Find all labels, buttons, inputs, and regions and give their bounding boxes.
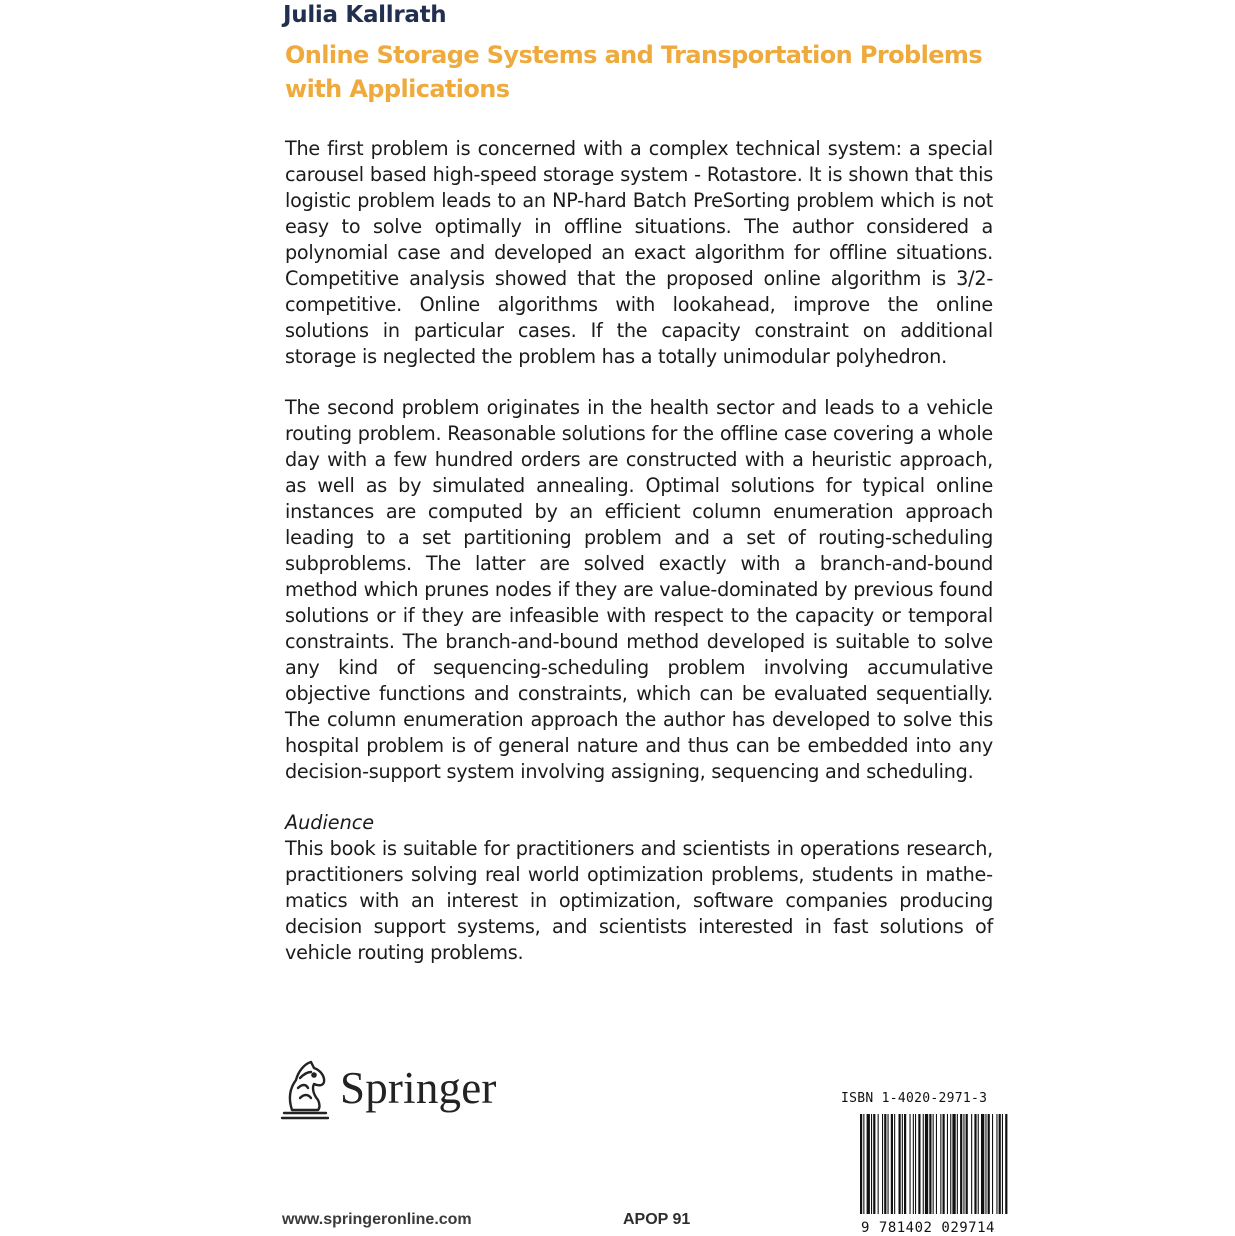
audience-heading: Audience	[285, 811, 375, 834]
barcode-bar	[902, 1114, 903, 1214]
barcode-bar	[882, 1114, 883, 1214]
barcode-bar	[940, 1114, 941, 1214]
barcode-bar	[913, 1114, 914, 1214]
barcode-bar	[894, 1114, 895, 1214]
barcode-bar	[933, 1114, 934, 1214]
audience-paragraph: This book is suitable for practitioners and scientists in operations research, practitioners solving real world optimization problems, students in mathematics with an interest in optimization, software companies producing decision support systems, and scientists interested in fast solutions of vehicle routing problems.	[285, 837, 993, 964]
barcode-bar	[974, 1114, 976, 1214]
barcode-bar	[1002, 1114, 1003, 1214]
series-code: APOP 91	[623, 1211, 691, 1228]
barcode-bar	[923, 1114, 924, 1214]
isbn-label: ISBN 1-4020-2971-3	[841, 1091, 988, 1106]
barcode-bar	[981, 1114, 984, 1214]
barcode-bar	[960, 1114, 962, 1214]
barcode-bar	[904, 1114, 906, 1214]
barcode-bar	[925, 1114, 928, 1214]
barcode-bar	[963, 1114, 964, 1214]
barcode-bar	[863, 1114, 864, 1214]
publisher-name: Springer	[340, 1063, 497, 1113]
barcode-bar	[878, 1114, 879, 1214]
barcode-bar	[1005, 1114, 1007, 1214]
barcode-bar	[867, 1114, 870, 1214]
barcode-bar	[910, 1114, 911, 1214]
springer-knight-icon	[278, 1058, 332, 1120]
barcode-bar	[978, 1114, 979, 1214]
barcode-bar	[952, 1114, 955, 1214]
barcode-bar	[996, 1114, 997, 1214]
publisher-logo	[278, 1058, 518, 1124]
barcode-bar	[918, 1114, 920, 1214]
barcode-bar	[929, 1114, 931, 1214]
barcode-bar	[957, 1114, 958, 1214]
barcode	[848, 1112, 1008, 1236]
barcode-bar	[873, 1114, 875, 1214]
book-title-line-1: Online Storage Systems and Transportation Problems	[285, 41, 983, 69]
barcode-bar	[915, 1114, 916, 1214]
publisher-url: www.springeronline.com	[282, 1211, 472, 1228]
book-title-line-2: with Applications	[285, 75, 510, 103]
barcode-bar	[899, 1114, 901, 1214]
barcode-bar	[950, 1114, 951, 1214]
barcode-bar	[891, 1114, 893, 1214]
book-title	[285, 38, 1005, 106]
barcode-bar	[988, 1114, 990, 1214]
barcode-bar	[999, 1114, 1001, 1214]
barcode-bar	[871, 1114, 872, 1214]
barcode-bar	[971, 1114, 972, 1214]
barcode-bar	[884, 1114, 886, 1214]
description-paragraph-2: The second problem originates in the health sector and leads to a vehicle routing problem. Reasonable solutions for the offline case covering a whole day with a few hundred orders are constructed with a heuristic approach, as well as by simulated annealing. Optimal solutions for typical online instances are computed by an efficient column enumeration approach leading to a set partitioning problem and a set of routing-scheduling subproblems. The latter are solved exactly with a branch-and-bound method which prunes nodes if they are value-dominated by previous found solutions or if they are infeasible with respect to the capacity or temporal constraints. The branch-and-bound method developed is suitable to solve any kind of sequencing-scheduling problem involving accumulative objective functions and constraints, which can be evaluated sequentially. The column enumeration approach the author has developed to solve this hospital problem is of general nature and thus can be embedded into any decision-support system involving assigning, sequencing and scheduling.	[285, 396, 993, 783]
barcode-bar	[943, 1114, 945, 1214]
description-paragraph-1: The first problem is concerned with a complex technical system: a special carousel based high-speed storage system - Rotastore. It is shown that this logistic problem leads to an NP-hard Batch PreSorting problem which is not easy to solve optimally in offline situations. The author considered a polynomial case and developed an exact algorithm for offline situations. Competitive analysis showed that the proposed online algorithm is 3/2-competitive. Online algorithms with lookahead, improve the online solutions in particular cases. If the capacity constraint on additional storage is neglected the problem has a totally unimodular polyhedron.	[285, 137, 993, 368]
barcode-bar	[966, 1114, 968, 1214]
author-name: Julia Kallrath	[283, 2, 447, 28]
barcode-bar	[888, 1114, 889, 1214]
barcode-bar	[985, 1114, 986, 1214]
barcode-bar	[936, 1114, 937, 1214]
barcode-bar	[860, 1114, 862, 1214]
barcode-bar	[947, 1114, 948, 1214]
barcode-digits: 9 781402 029714	[861, 1220, 995, 1236]
barcode-bar	[992, 1114, 993, 1214]
